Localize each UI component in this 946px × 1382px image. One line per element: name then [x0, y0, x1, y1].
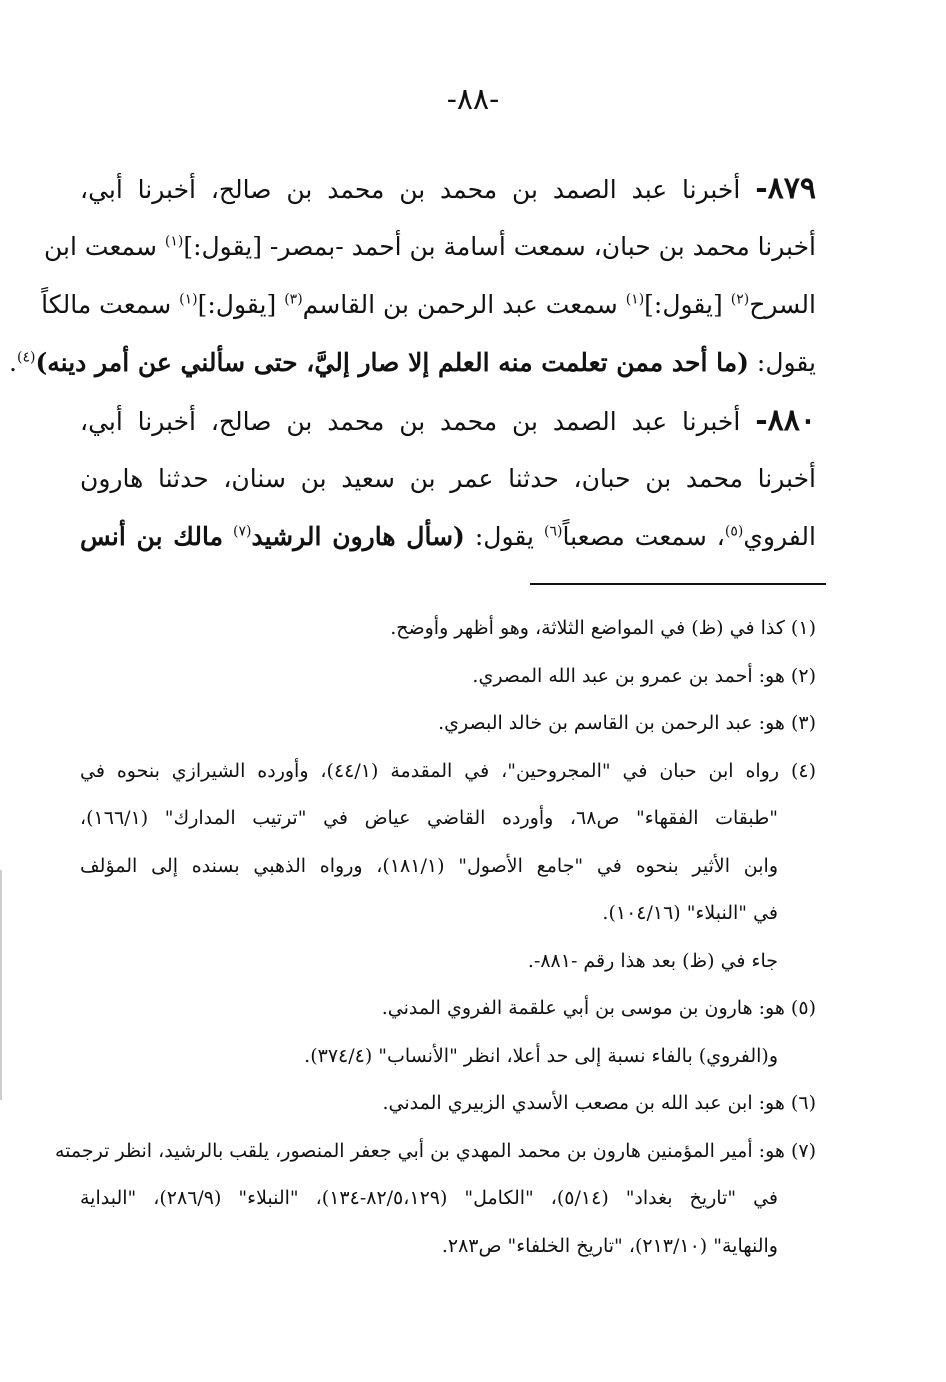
footnote-4-note: جاء في (ظ) بعد هذا رقم -٨٨١-.	[527, 949, 778, 972]
hadith-number: ٨٨٠-	[755, 403, 816, 438]
footnote-4-line: "طبقات الفقهاء" ص٦٨، وأورده القاضي عياض في "ترتيب المدارك" (١٦٦/١)،	[80, 807, 779, 829]
quoted-saying: مالك بن أنس	[80, 522, 223, 551]
text-segment: أخبرنا عبد الصمد بن محمد بن محمد بن صالح، أخبرنا أبي،	[80, 175, 741, 204]
text-segment: [يقول:]	[197, 290, 277, 319]
text-segment: يقول:	[474, 522, 534, 551]
hadith-number: ٨٧٩-	[755, 171, 816, 206]
quoted-saying: (سأل هارون الرشيد	[251, 522, 465, 551]
text-segment: أخبرنا محمد بن حبان، حدثنا عمر بن سعيد بن سنان، حدثنا هارون	[80, 464, 816, 493]
footnote-separator	[530, 583, 826, 585]
footnote-1: (١) كذا في (ظ) في المواضع الثلاثة، وهو أظهر وأوضح.	[390, 617, 816, 639]
footnote-ref[interactable]: (٧)	[233, 523, 252, 540]
main-line	[80, 508, 816, 566]
footnote-7-line: (٧) هو: أمير المؤمنين هارون بن محمد المهدي بن أبي جعفر المنصور، يلقب بالرشيد، انظر ترجمته	[54, 1139, 816, 1162]
main-line	[44, 218, 816, 276]
main-line	[80, 450, 816, 508]
text-segment: يقول:	[756, 348, 816, 377]
footnote-ref[interactable]: (٣)	[284, 291, 303, 308]
text-segment: سمعت ابن	[44, 232, 157, 261]
main-line	[9, 334, 816, 392]
footnote-5-note: و(الفروي) بالفاء نسبة إلى حد أعلا، انظر "الأنساب" (٣٧٤/٤).	[304, 1044, 778, 1067]
footnote-3: (٣) هو: عبد الرحمن بن القاسم بن خالد البصري.	[438, 712, 816, 734]
footnote-ref[interactable]: (١)	[179, 291, 198, 308]
footnotes	[54, 605, 816, 1270]
text-segment: الفروي	[743, 522, 816, 551]
text-segment: ، سمعت مصعباً	[562, 522, 725, 551]
text-segment: .	[9, 348, 17, 377]
footnote-7-line: والنهاية" (٢١٣/١٠)، "تاريخ الخلفاء" ص٢٨٣.	[441, 1234, 778, 1257]
text-segment: سمعت عبد الرحمن بن القاسم	[302, 290, 618, 319]
footnote-4-line: (٤) رواه ابن حبان في "المجروحين"، في المقدمة (٤٤/١)، وأورده الشيرازي بنحوه في	[80, 759, 816, 782]
quoted-saying: (ما أحد ممن تعلمت منه العلم إلا صار إليَّ، حتى سألني عن أمر دينه)	[35, 348, 749, 377]
footnote-ref[interactable]: (١)	[164, 233, 184, 250]
text-segment: أخبرنا محمد بن حبان، سمعت أسامة بن أحمد -بمصر- [يقول:]	[183, 232, 816, 261]
page-number: -٨٨-	[446, 82, 500, 117]
footnote-ref[interactable]: (٤)	[16, 349, 36, 366]
footnote-ref[interactable]: (٢)	[730, 291, 750, 308]
footnote-4-line: وابن الأثير بنحوه في "جامع الأصول" (١٨١/١)، ورواه الذهبي بسنده إلى المؤلف	[80, 854, 778, 877]
text-segment: أخبرنا عبد الصمد بن محمد بن محمد بن صالح، أخبرنا أبي،	[80, 407, 741, 436]
footnote-ref[interactable]: (١)	[625, 291, 645, 308]
text-segment: [يقول:]	[644, 290, 723, 319]
main-text	[9, 160, 816, 566]
footnote-6: (٦) هو: ابن عبد الله بن مصعب الأسدي الزبيري المدني.	[382, 1092, 816, 1114]
text-segment: سمعت مالكاً	[41, 290, 172, 319]
footnote-5: (٥) هو: هارون بن موسى بن أبي علقمة الفروي المدني.	[381, 997, 816, 1019]
footnote-ref[interactable]: (٦)	[544, 523, 563, 540]
main-line	[41, 276, 816, 334]
footnote-2: (٢) هو: أحمد بن عمرو بن عبد الله المصري.	[472, 664, 816, 687]
main-line	[80, 392, 816, 450]
footnote-7-line: في "تاريخ بغداد" (٥/١٤)، "الكامل" (٨٢/٥،١٢٩-١٣٤)، "النبلاء" (٢٨٦/٩)، "البداية	[80, 1187, 778, 1209]
scan-edge-mark	[0, 870, 2, 1100]
footnote-4-line: في "النبلاء" (١٠٤/١٦).	[602, 902, 778, 924]
footnote-ref[interactable]: (٥)	[724, 523, 744, 540]
main-line	[80, 160, 816, 218]
text-segment: السرح	[749, 290, 816, 319]
